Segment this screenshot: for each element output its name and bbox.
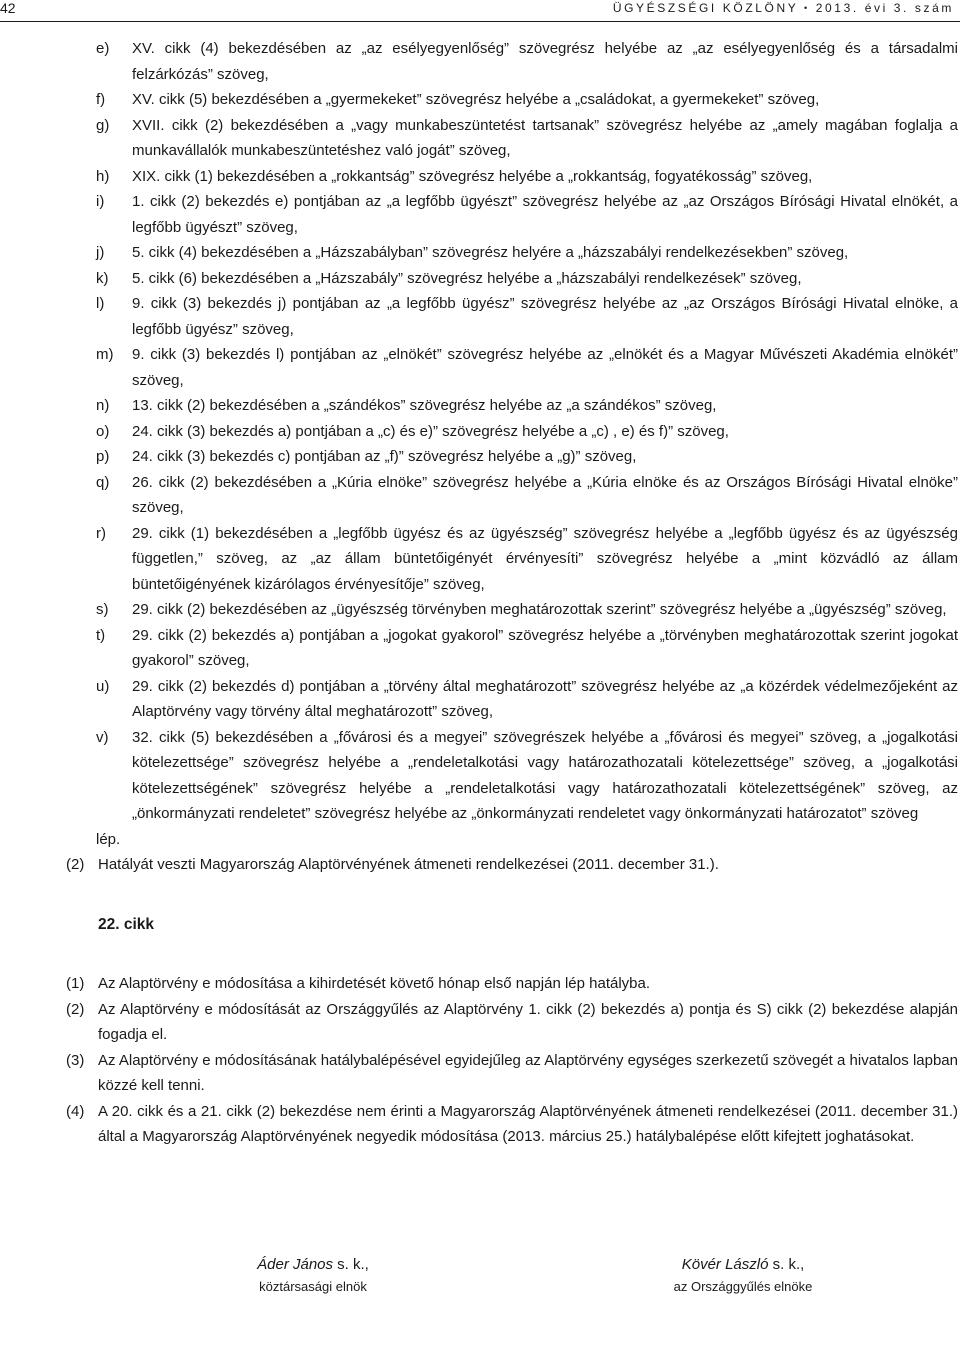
item-label: i) xyxy=(96,193,105,210)
signature-speaker xyxy=(613,1254,873,1298)
item-text: 5. cikk (6) bekezdésében a „Házszabály” szövegrész helyébe a „házszabályi rendelkezések” szöveg, xyxy=(132,269,802,287)
item-text: 29. cikk (2) bekezdésében az „ügyészség törvényben meghatározottak szerint” szövegrész helyébe a „ügyészség” szöveg, xyxy=(132,601,947,618)
item-label: v) xyxy=(96,728,109,746)
item-label: h) xyxy=(96,167,110,185)
list-item xyxy=(0,266,960,292)
list-suffix: lép. xyxy=(96,830,121,848)
running-head xyxy=(613,0,954,16)
item-label: k) xyxy=(96,269,109,287)
list-item xyxy=(0,36,960,87)
document-body xyxy=(0,36,960,1150)
paragraph-label: (2) xyxy=(66,1000,85,1018)
item-label: r) xyxy=(96,524,106,542)
bullet-separator: • xyxy=(804,3,810,13)
signatory-name xyxy=(183,1254,443,1276)
list-item xyxy=(0,674,960,725)
paragraph xyxy=(0,997,960,1048)
item-text: XV. cikk (4) bekezdésében az „az esélyegyenlőség” szövegrész helyébe az „az esélyegyenlőség és a társadalmi felzárkózás” szöveg, xyxy=(132,40,958,83)
list-item xyxy=(0,444,960,470)
list-item xyxy=(0,393,960,419)
list-item xyxy=(0,189,960,240)
item-text: XVII. cikk (2) bekezdésében a „vagy munkabeszüntetést tartsanak” szövegrész helyébe az „amely magában foglalja a munkavállalók munkabeszüntetéshez való jogát” szöveg, xyxy=(132,116,958,159)
item-text: 32. cikk (5) bekezdésében a „fővárosi és a megyei” szövegrészek helyébe a „fővárosi és megyei” szöveg, a „jogalkotási kötelezettsége” szövegrész helyébe a „rendeletalkotási vagy határozathozatali kötelezettsége” szöveg, a „jogalkotási kötelezettségének” szövegrész helyébe a „rendeletalkotási vagy határozathozatali kötelezettségének” szöveg, az „önkormányzati rendeletet” szövegrész helyébe az „önkormányzati rendeletet vagy önkormányzati határozatot” szöveg xyxy=(132,728,958,822)
item-text: 26. cikk (2) bekezdésében a „Kúria elnöke” szövegrész helyébe a „Kúria elnöke és az Országos Bírósági Hivatal elnöke” szöveg, xyxy=(132,473,958,516)
paragraph-label: (1) xyxy=(66,975,85,992)
item-label: p) xyxy=(96,448,110,465)
item-text: 24. cikk (3) bekezdés c) pontjában az „f)” szövegrész helyébe a „g)” szöveg, xyxy=(132,448,637,465)
paragraph xyxy=(0,852,960,878)
item-text: 5. cikk (4) bekezdésében a „Házszabályban” szövegrész helyére a „házszabályi rendelkezésekben” szöveg, xyxy=(132,244,849,261)
issue-number: 2013. évi 3. szám xyxy=(815,1,954,15)
item-text: 24. cikk (3) bekezdés a) pontjában a „c) és e)” szövegrész helyébe a „c) , e) és f)” szöveg, xyxy=(132,422,729,440)
item-label: s) xyxy=(96,601,109,618)
signature-president xyxy=(183,1254,443,1298)
signatory-name-italic: Kövér László xyxy=(681,1256,769,1273)
page-header xyxy=(0,0,960,22)
list-item xyxy=(0,87,960,113)
signature-block xyxy=(0,1254,960,1314)
item-label: m) xyxy=(96,346,114,363)
signatory-name-italic: Áder János xyxy=(257,1256,334,1273)
list-item xyxy=(0,521,960,598)
item-text: XV. cikk (5) bekezdésében a „gyermekeket” szövegrész helyébe a „családokat, a gyermekeket” szöveg, xyxy=(132,91,820,108)
signatory-name xyxy=(613,1254,873,1276)
list-item xyxy=(0,342,960,393)
paragraph-text: Az Alaptörvény e módosítását az Országgyűlés az Alaptörvény 1. cikk (2) bekezdés a) pontja és S) cikk (2) bekezdése alapján fogadja el. xyxy=(98,1000,958,1043)
item-label: u) xyxy=(96,677,110,695)
item-text: 13. cikk (2) bekezdésében a „szándékos” szövegrész helyébe az „a szándékos” szöveg, xyxy=(132,397,717,414)
list-item xyxy=(0,419,960,445)
item-text: 29. cikk (2) bekezdés a) pontjában a „jogokat gyakorol” szövegrész helyébe a „törvényben meghatározottak szerint jogokat gyakorol” szöveg, xyxy=(132,626,958,669)
item-label: o) xyxy=(96,422,110,440)
list-item xyxy=(0,470,960,521)
item-text: 1. cikk (2) bekezdés e) pontjában az „a legfőbb ügyészt” szövegrész helyébe az „az Országos Bírósági Hivatal elnökét, a legfőbb ügyészt” szöveg, xyxy=(132,193,958,236)
list-item xyxy=(0,113,960,164)
paragraph-text: Az Alaptörvény e módosításának hatálybalépésével egyidejűleg az Alaptörvény egységes szerkezetű szövegét a hivatalos lapban közzé kell tenni. xyxy=(98,1051,958,1094)
paragraph-label: (4) xyxy=(66,1102,85,1120)
signatory-suffix: s. k., xyxy=(333,1256,369,1273)
list-item xyxy=(0,725,960,827)
signatory-title: köztársasági elnök xyxy=(259,1279,367,1294)
item-label: t) xyxy=(96,626,106,644)
paragraph-text: A 20. cikk és a 21. cikk (2) bekezdése nem érinti a Magyarország Alaptörvényének átmeneti rendelkezései (2011. december 31.) által a Magyarország Alaptörvényének negyedik módosítása (2013. március 25.) hatálybalépése előtt kifejtett joghatásokat. xyxy=(98,1102,958,1145)
paragraph-label: (2) xyxy=(66,856,85,873)
signatory-title: az Országgyűlés elnöke xyxy=(673,1279,813,1294)
item-label: g) xyxy=(96,116,110,134)
list-item xyxy=(0,623,960,674)
page-number: 42 xyxy=(0,0,16,16)
list-item xyxy=(0,597,960,623)
paragraph-text: Az Alaptörvény e módosítása a kihirdetését követő hónap első napján lép hatályba. xyxy=(98,975,651,992)
item-label: n) xyxy=(96,397,110,414)
item-label: j) xyxy=(96,244,105,261)
list-item xyxy=(0,291,960,342)
item-label: q) xyxy=(96,473,110,491)
item-text: 29. cikk (1) bekezdésében a „legfőbb ügyész és az ügyészség” szövegrész helyébe a „legfőbb ügyész és az ügyészség független,” szöveg, az „az állam büntetőigényét érvényesíti” szövegrész helyébe a „mint közvádló az állam büntetőigényének kizárólagos érvényesítője” szöveg, xyxy=(132,524,958,593)
paragraph-text: Hatályát veszti Magyarország Alaptörvényének átmeneti rendelkezései (2011. december 31.). xyxy=(98,856,719,873)
item-text: XIX. cikk (1) bekezdésében a „rokkantság” szövegrész helyébe a „rokkantság, fogyatékosság” szöveg, xyxy=(132,167,813,185)
item-text: 29. cikk (2) bekezdés d) pontjában a „törvény által meghatározott” szövegrész helyébe az „a közérdek védelmezőjeként az Alaptörvény vagy törvény által meghatározott” szöveg, xyxy=(132,677,958,720)
paragraph xyxy=(0,1048,960,1099)
header-rule xyxy=(0,21,960,22)
journal-title: ÜGYÉSZSÉGI KÖZLÖNY xyxy=(612,1,799,15)
signatory-suffix: s. k., xyxy=(768,1256,805,1273)
list-item xyxy=(0,240,960,266)
item-label: l) xyxy=(96,295,105,312)
section-title: 22. cikk xyxy=(98,915,155,933)
item-label: e) xyxy=(96,40,110,57)
item-label: f) xyxy=(96,91,106,108)
paragraph xyxy=(0,971,960,997)
paragraph xyxy=(0,1099,960,1150)
paragraph-label: (3) xyxy=(66,1051,85,1069)
item-text: 9. cikk (3) bekezdés l) pontjában az „elnökét” szövegrész helyébe az „elnökét és a Magyar Művészeti Akadémia elnökét” szöveg, xyxy=(132,346,958,389)
list-item xyxy=(0,164,960,190)
item-text: 9. cikk (3) bekezdés j) pontjában az „a legfőbb ügyész” szövegrész helyébe az „az Országos Bírósági Hivatal elnöke, a legfőbb ügyész” szöveg, xyxy=(132,295,958,338)
